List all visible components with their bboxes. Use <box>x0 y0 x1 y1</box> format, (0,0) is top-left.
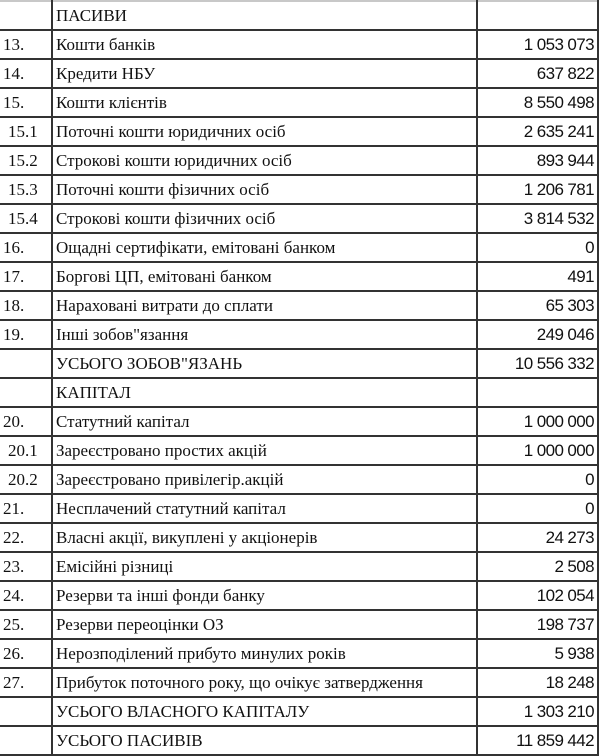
table-row <box>0 407 598 436</box>
total-equity-value: 1 303 210 <box>477 697 598 726</box>
row-number <box>0 1 52 30</box>
row-value: 0 <box>477 233 598 262</box>
section-header-capital: КАПІТАЛ <box>52 378 477 407</box>
table-row <box>0 581 598 610</box>
row-value: 8 550 498 <box>477 88 598 117</box>
row-value: 1 000 000 <box>477 436 598 465</box>
row-value: 249 046 <box>477 320 598 349</box>
table-row <box>0 117 598 146</box>
table-row <box>0 320 598 349</box>
row-number: 26. <box>0 639 52 668</box>
row-number: 27. <box>0 668 52 697</box>
row-label: Емісійні різниці <box>52 552 477 581</box>
row-number: 15.2 <box>0 146 52 175</box>
balance-table-body <box>0 1 598 755</box>
row-label: Резерви переоцінки ОЗ <box>52 610 477 639</box>
row-number: 13. <box>0 30 52 59</box>
table-row <box>0 465 598 494</box>
row-number: 16. <box>0 233 52 262</box>
row-value: 2 635 241 <box>477 117 598 146</box>
row-value: 18 248 <box>477 668 598 697</box>
row-number <box>0 378 52 407</box>
table-row <box>0 436 598 465</box>
table-row <box>0 523 598 552</box>
row-number: 24. <box>0 581 52 610</box>
row-number: 23. <box>0 552 52 581</box>
table-row <box>0 146 598 175</box>
row-label: Кошти клієнтів <box>52 88 477 117</box>
row-label: Кредити НБУ <box>52 59 477 88</box>
total-row <box>0 697 598 726</box>
row-number: 17. <box>0 262 52 291</box>
row-label: Статутний капітал <box>52 407 477 436</box>
row-label: Прибуток поточного року, що очікує затвердження <box>52 668 477 697</box>
total-liabilities-and-equity-label: УСЬОГО ПАСИВІВ <box>52 726 477 755</box>
row-value: 1 000 000 <box>477 407 598 436</box>
table-row <box>0 494 598 523</box>
row-label: Несплачений статутний капітал <box>52 494 477 523</box>
table-row <box>0 175 598 204</box>
table-row <box>0 204 598 233</box>
row-label: Строкові кошти фізичних осіб <box>52 204 477 233</box>
row-number: 21. <box>0 494 52 523</box>
table-row <box>0 639 598 668</box>
table-row <box>0 233 598 262</box>
row-value: 24 273 <box>477 523 598 552</box>
row-value <box>477 1 598 30</box>
row-label: Нерозподілений прибуто минулих років <box>52 639 477 668</box>
row-label: Власні акції, викуплені у акціонерів <box>52 523 477 552</box>
row-value: 2 508 <box>477 552 598 581</box>
table-row <box>0 1 598 30</box>
row-number: 19. <box>0 320 52 349</box>
row-number <box>0 726 52 755</box>
table-row <box>0 262 598 291</box>
table-row <box>0 59 598 88</box>
row-label: Ощадні сертифікати, емітовані банком <box>52 233 477 262</box>
row-value <box>477 378 598 407</box>
table-row <box>0 552 598 581</box>
row-value: 1 053 073 <box>477 30 598 59</box>
row-label: Кошти банків <box>52 30 477 59</box>
total-equity-label: УСЬОГО ВЛАСНОГО КАПІТАЛУ <box>52 697 477 726</box>
row-label: Поточні кошти фізичних осіб <box>52 175 477 204</box>
table-row <box>0 291 598 320</box>
row-number: 20. <box>0 407 52 436</box>
row-label: Нараховані витрати до сплати <box>52 291 477 320</box>
table-row <box>0 378 598 407</box>
table-row <box>0 610 598 639</box>
row-label: Інші зобов"язання <box>52 320 477 349</box>
row-label: Зареєстровано простих акцій <box>52 436 477 465</box>
row-number: 14. <box>0 59 52 88</box>
row-value: 637 822 <box>477 59 598 88</box>
row-value: 102 054 <box>477 581 598 610</box>
row-label: Боргові ЦП, емітовані банком <box>52 262 477 291</box>
row-label: Строкові кошти юридичних осіб <box>52 146 477 175</box>
row-number: 15.1 <box>0 117 52 146</box>
row-value: 893 944 <box>477 146 598 175</box>
row-value: 3 814 532 <box>477 204 598 233</box>
row-value: 0 <box>477 494 598 523</box>
row-label: Резерви та інші фонди банку <box>52 581 477 610</box>
table-row <box>0 668 598 697</box>
total-liabilities-label: УСЬОГО ЗОБОВ"ЯЗАНЬ <box>52 349 477 378</box>
section-header-liabilities: ПАСИВИ <box>52 1 477 30</box>
row-value: 65 303 <box>477 291 598 320</box>
row-number <box>0 349 52 378</box>
total-row <box>0 349 598 378</box>
row-number: 18. <box>0 291 52 320</box>
table-row <box>0 30 598 59</box>
row-number: 20.1 <box>0 436 52 465</box>
total-liabilities-value: 10 556 332 <box>477 349 598 378</box>
total-liabilities-and-equity-value: 11 859 442 <box>477 726 598 755</box>
row-number: 15. <box>0 88 52 117</box>
row-value: 491 <box>477 262 598 291</box>
table-row <box>0 88 598 117</box>
row-number: 22. <box>0 523 52 552</box>
row-value: 198 737 <box>477 610 598 639</box>
row-label: Зареєстровано привілегір.акцій <box>52 465 477 494</box>
row-value: 0 <box>477 465 598 494</box>
row-number <box>0 697 52 726</box>
row-value: 5 938 <box>477 639 598 668</box>
row-label: Поточні кошти юридичних осіб <box>52 117 477 146</box>
row-number: 15.4 <box>0 204 52 233</box>
row-value: 1 206 781 <box>477 175 598 204</box>
row-number: 15.3 <box>0 175 52 204</box>
row-number: 25. <box>0 610 52 639</box>
total-row <box>0 726 598 755</box>
row-number: 20.2 <box>0 465 52 494</box>
